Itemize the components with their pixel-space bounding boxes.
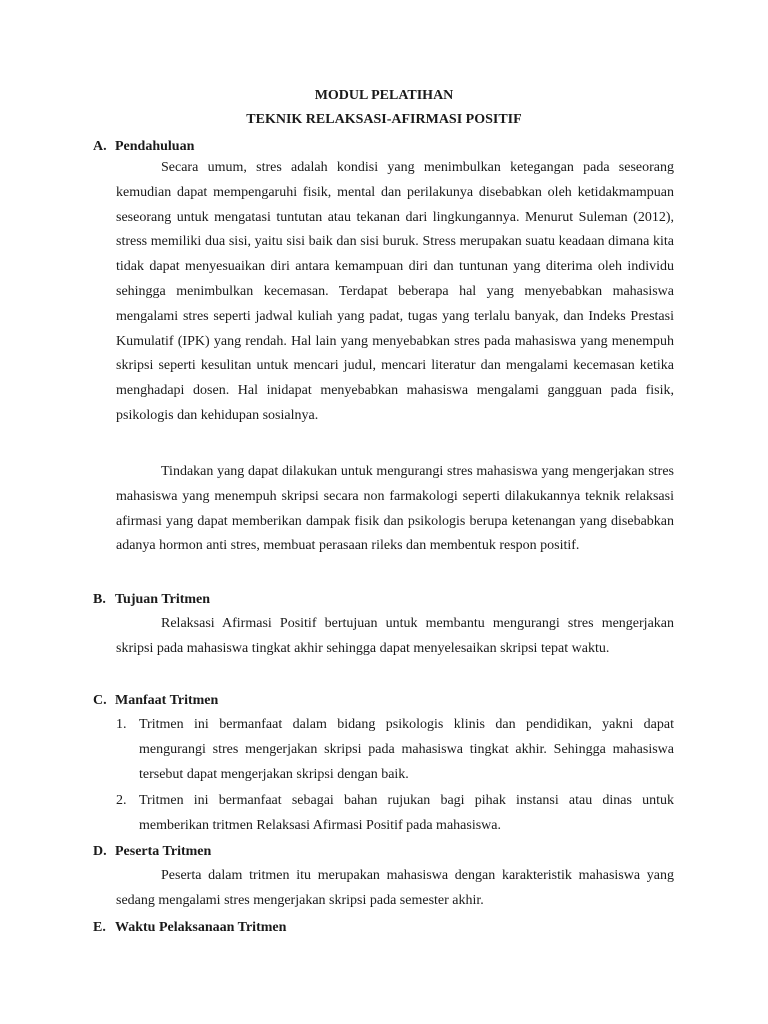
document-title: MODUL PELATIHAN bbox=[314, 88, 454, 103]
section-d-paragraph: Peserta dalam tritmen itu merupakan mahasiswa dengan karakteristik mahasiswa yang sedang mengalami stres mengerjakan skripsi pada semester akhir. bbox=[116, 868, 674, 908]
section-d-title: Peserta Tritmen bbox=[115, 844, 212, 859]
section-c-title: Manfaat Tritmen bbox=[115, 693, 219, 708]
benefit-list-item-2 bbox=[116, 788, 674, 838]
document-subtitle: TEKNIK RELAKSASI-AFIRMASI POSITIF bbox=[246, 112, 522, 127]
section-d-letter: D. bbox=[93, 844, 107, 859]
section-d-heading bbox=[93, 843, 211, 861]
benefit-text: Tritmen ini bermanfaat dalam bidang psikologis klinis dan pendidikan, yakni dapat mengurangi stres mengerjakan skripsi pada mahasiswa tingkat akhir. Sehingga mahasiswa tersebut dapat mengerjakan skripsi dengan baik. bbox=[139, 717, 674, 782]
benefit-number: 2. bbox=[116, 793, 127, 808]
benefit-list-item-1 bbox=[116, 712, 674, 787]
section-b-paragraph: Relaksasi Afirmasi Positif bertujuan untuk membantu mengurangi stres mengerjakan skripsi pada mahasiswa tingkat akhir sehingga dapat menyelesaikan skripsi tepat waktu. bbox=[116, 616, 674, 656]
section-b-letter: B. bbox=[93, 592, 106, 607]
section-a-paragraph-1: Secara umum, stres adalah kondisi yang menimbulkan ketegangan pada seseorang kemudian dapat mempengaruhi fisik, mental dan perilakunya disebabkan oleh ketidakmampuan seseorang untuk mengatasi tuntutan atau tekanan dari lingkungannya. Menurut Suleman (2012), stress memiliki dua sisi, yaitu sisi baik dan sisi buruk. Stress merupakan suatu keadaan dimana kita tidak dapat menyesuaikan diri antara kemampuan diri dan tuntunan yang diterima oleh individu sehingga menimbulkan kecemasan. Terdapat beberapa hal yang menyebabkan mahasiswa mengalami stres seperti jadwal kuliah yang padat, tugas yang terlalu banyak, dan Indeks Prestasi Kumulatif (IPK) yang rendah. Hal lain yang menyebabkan stres pada mahasiswa yang menempuh skripsi seperti kesulitan untuk mencari judul, mencari literatur dan mengalami kecemasan ketika menghadapi dosen. Hal inidapat menyebabkan mahasiswa mengalami gangguan pada fisik, psikologis dan kehidupan sosialnya. bbox=[116, 160, 674, 423]
section-a-title: Pendahuluan bbox=[115, 139, 195, 154]
section-e-heading bbox=[93, 919, 286, 937]
section-a-heading bbox=[93, 138, 194, 156]
benefit-text: Tritmen ini bermanfaat sebagai bahan rujukan bagi pihak instansi atau dinas untuk memberikan tritmen Relaksasi Afirmasi Positif pada mahasiswa. bbox=[139, 793, 674, 833]
section-c-letter: C. bbox=[93, 693, 107, 708]
section-c-heading bbox=[93, 692, 218, 710]
section-b-title: Tujuan Tritmen bbox=[115, 592, 211, 607]
section-e-title: Waktu Pelaksanaan Tritmen bbox=[115, 920, 287, 935]
section-a-letter: A. bbox=[93, 139, 107, 154]
section-a-paragraph-2: Tindakan yang dapat dilakukan untuk mengurangi stres mahasiswa yang mengerjakan stres mahasiswa yang menempuh skripsi secara non farmakologi seperti dilakukannya teknik relaksasi afirmasi yang dapat memberikan dampak fisik dan psikologis berupa ketenangan yang disebabkan adanya hormon anti stres, membuat perasaan rileks dan membentuk respon positif. bbox=[116, 464, 674, 554]
section-e-letter: E. bbox=[93, 920, 106, 935]
benefit-number: 1. bbox=[116, 717, 127, 732]
section-b-heading bbox=[93, 591, 210, 609]
